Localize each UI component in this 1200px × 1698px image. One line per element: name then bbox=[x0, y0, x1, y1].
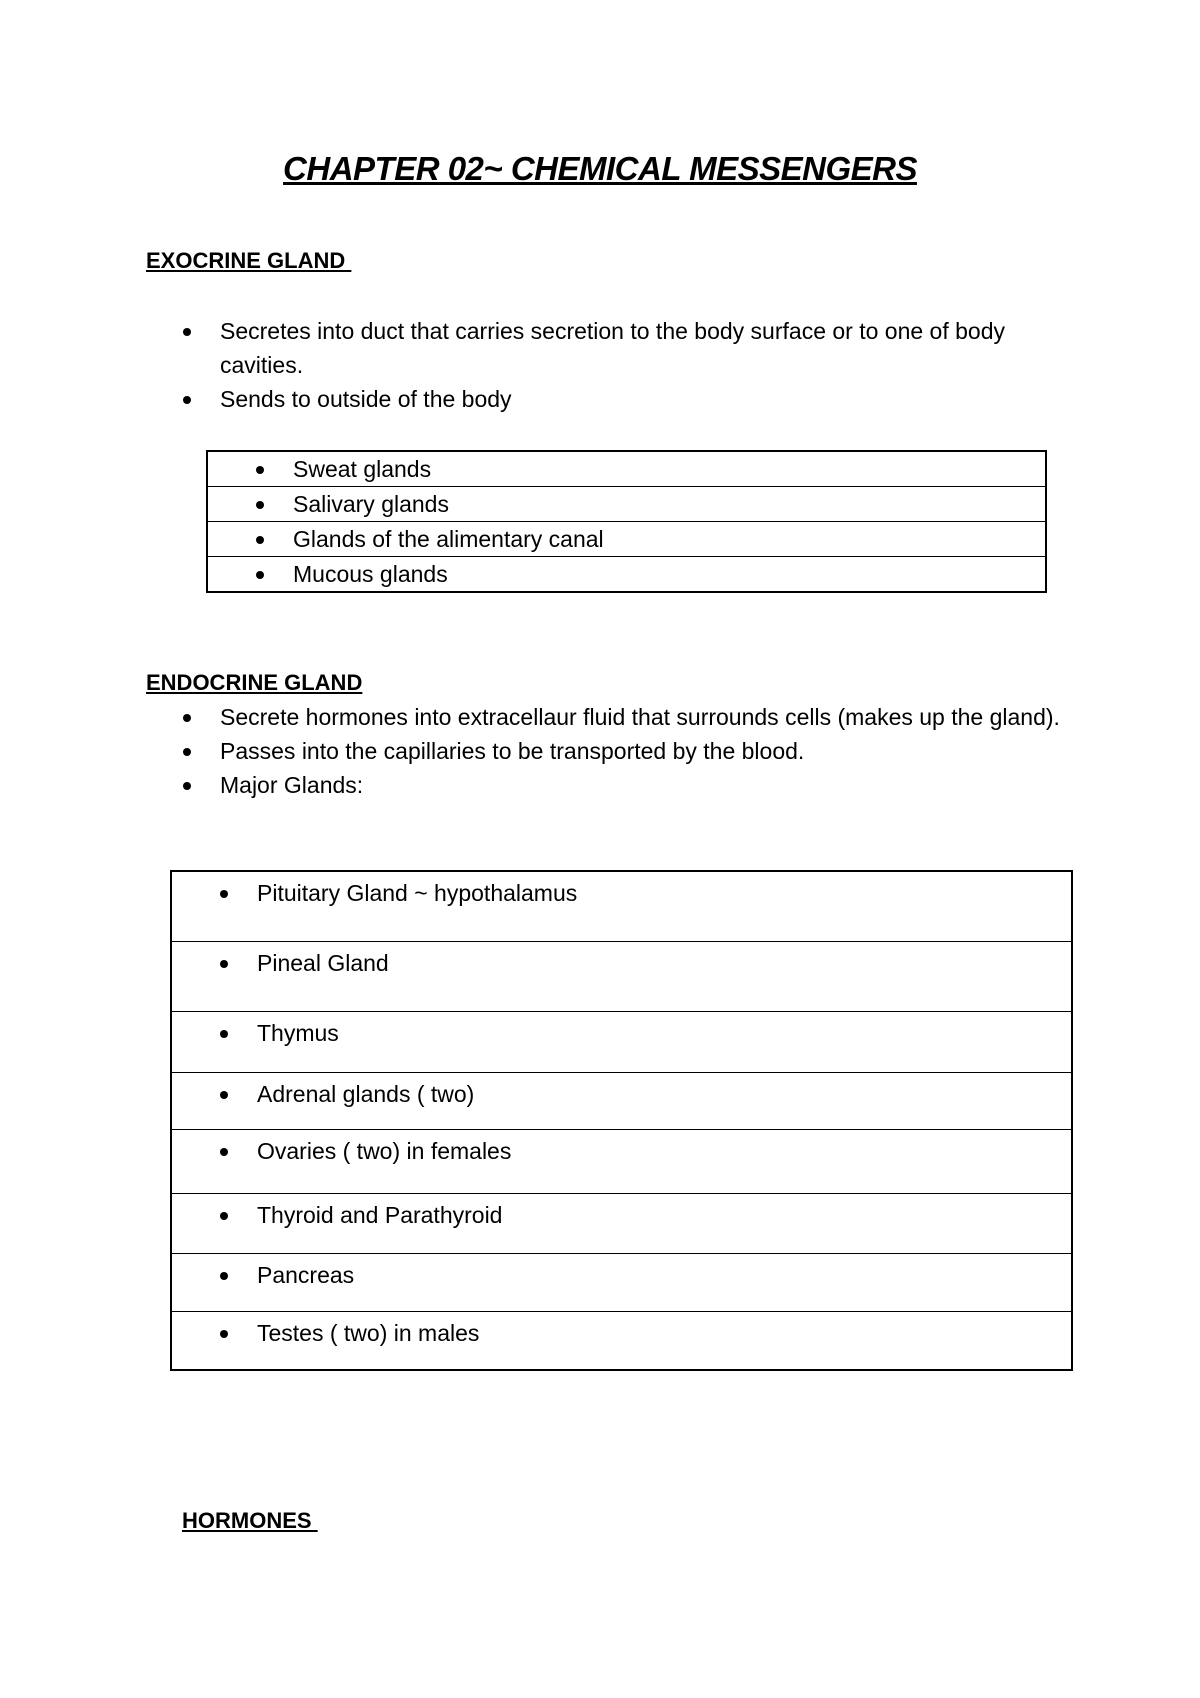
bullet-icon bbox=[256, 571, 264, 579]
bullet-icon bbox=[183, 782, 191, 790]
table-cell bbox=[207, 522, 1046, 557]
table-cell bbox=[171, 1254, 1072, 1312]
hormones-heading: HORMONES bbox=[182, 1508, 318, 1533]
bullet-icon bbox=[220, 1330, 228, 1338]
table-row bbox=[171, 1012, 1072, 1073]
exocrine-bullet-list bbox=[146, 314, 1066, 416]
cell-text: Salivary glands bbox=[293, 491, 449, 517]
table-cell bbox=[171, 1130, 1072, 1194]
table-cell bbox=[171, 942, 1072, 1012]
table-cell bbox=[207, 487, 1046, 522]
bullet-icon bbox=[183, 328, 191, 336]
table-cell bbox=[171, 871, 1072, 942]
cell-text: Pituitary Gland ~ hypothalamus bbox=[257, 880, 578, 906]
list-item-text: Sends to outside of the body bbox=[220, 386, 512, 412]
table-row bbox=[171, 942, 1072, 1012]
bullet-icon bbox=[220, 1148, 228, 1156]
table-row bbox=[207, 487, 1046, 522]
table-cell bbox=[171, 1194, 1072, 1254]
table-row bbox=[171, 1073, 1072, 1130]
cell-text: Pineal Gland bbox=[257, 950, 389, 976]
list-item bbox=[146, 768, 1066, 802]
table-row bbox=[207, 451, 1046, 487]
cell-text: Testes ( two) in males bbox=[257, 1320, 480, 1346]
table-row bbox=[171, 1312, 1072, 1371]
bullet-icon bbox=[220, 1212, 228, 1220]
list-item-text: Secretes into duct that carries secretion to the body surface or to one of body cavities. bbox=[220, 318, 1005, 378]
list-item-text: Passes into the capillaries to be transported by the blood. bbox=[220, 738, 805, 764]
table-cell bbox=[207, 451, 1046, 487]
table-cell bbox=[171, 1012, 1072, 1073]
table-cell bbox=[171, 1312, 1072, 1371]
exocrine-heading: EXOCRINE GLAND bbox=[146, 248, 352, 273]
table-row bbox=[171, 1194, 1072, 1254]
table-row bbox=[171, 1254, 1072, 1312]
endocrine-heading: ENDOCRINE GLAND bbox=[146, 670, 363, 695]
list-item-text: Major Glands: bbox=[220, 772, 364, 798]
endocrine-bullet-list bbox=[146, 700, 1066, 802]
table-cell bbox=[171, 1073, 1072, 1130]
list-item bbox=[146, 734, 1066, 768]
page-title: CHAPTER 02~ CHEMICAL MESSENGERS bbox=[283, 150, 917, 187]
list-item-text: Secrete hormones into extracellaur fluid that surrounds cells (makes up the gland). bbox=[220, 704, 1060, 730]
exocrine-examples-table bbox=[206, 450, 1047, 593]
bullet-icon bbox=[256, 536, 264, 544]
cell-text: Ovaries ( two) in females bbox=[257, 1138, 512, 1164]
bullet-icon bbox=[183, 748, 191, 756]
bullet-icon bbox=[256, 466, 264, 474]
bullet-icon bbox=[220, 890, 228, 898]
bullet-icon bbox=[220, 1091, 228, 1099]
cell-text: Adrenal glands ( two) bbox=[257, 1081, 475, 1107]
table-cell bbox=[207, 557, 1046, 593]
table-row bbox=[171, 1130, 1072, 1194]
list-item bbox=[146, 314, 1066, 382]
bullet-icon bbox=[256, 501, 264, 509]
bullet-icon bbox=[183, 714, 191, 722]
table-row bbox=[207, 557, 1046, 593]
list-item bbox=[146, 382, 1066, 416]
cell-text: Thyroid and Parathyroid bbox=[257, 1202, 503, 1228]
bullet-icon bbox=[183, 396, 191, 404]
cell-text: Pancreas bbox=[257, 1262, 355, 1288]
table-row bbox=[171, 871, 1072, 942]
bullet-icon bbox=[220, 1030, 228, 1038]
endocrine-major-glands-table bbox=[170, 870, 1073, 1371]
list-item bbox=[146, 700, 1066, 734]
cell-text: Sweat glands bbox=[293, 456, 432, 482]
cell-text: Thymus bbox=[257, 1020, 339, 1046]
bullet-icon bbox=[220, 1272, 228, 1280]
cell-text: Glands of the alimentary canal bbox=[293, 526, 604, 552]
table-row bbox=[207, 522, 1046, 557]
cell-text: Mucous glands bbox=[293, 561, 448, 587]
bullet-icon bbox=[220, 960, 228, 968]
